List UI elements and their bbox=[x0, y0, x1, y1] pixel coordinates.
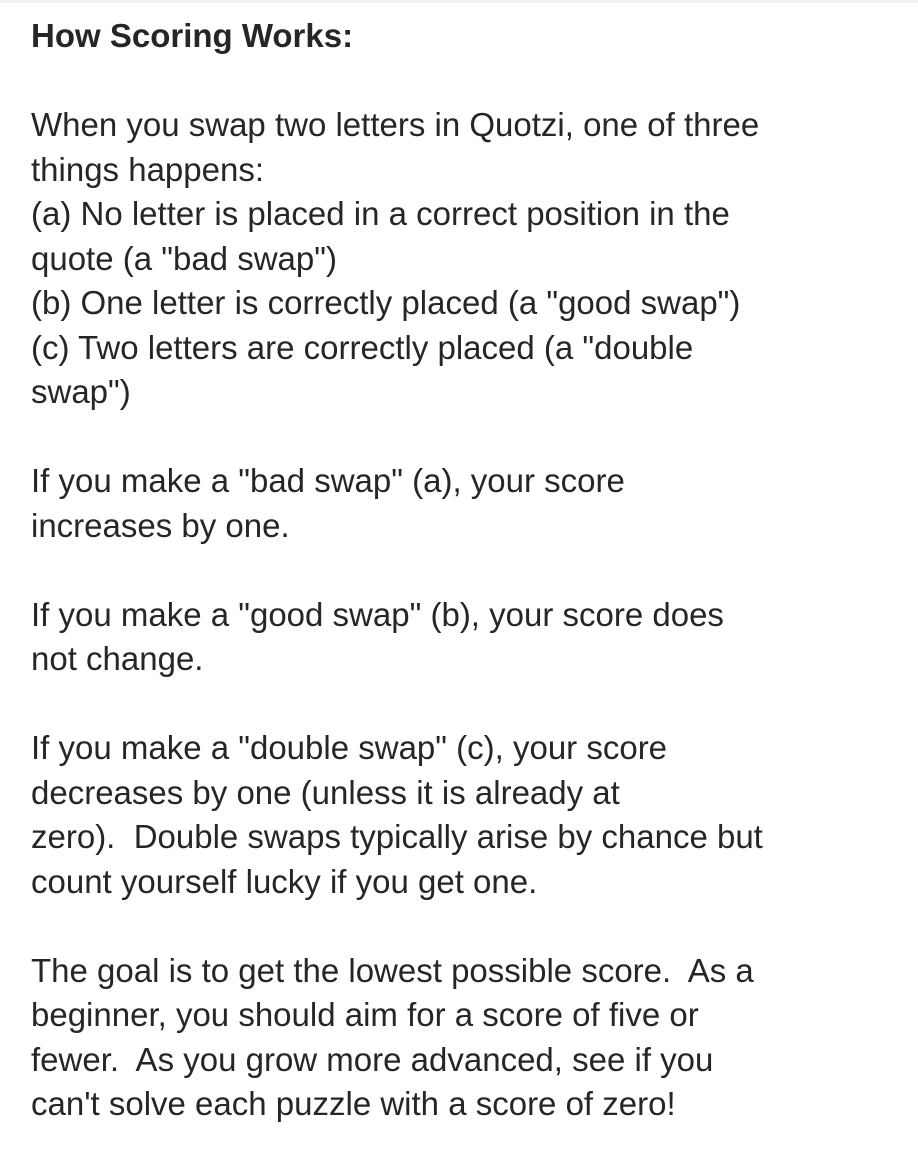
paragraph-goal bbox=[31, 949, 887, 1127]
text-line: If you make a "double swap" (c), your score bbox=[31, 729, 668, 766]
text-line: increases by one. bbox=[31, 506, 290, 544]
text-line: count yourself lucky if you get one. bbox=[31, 862, 538, 900]
text-line: If you make a "bad swap" (a), your score bbox=[31, 462, 625, 499]
page-title: How Scoring Works: bbox=[31, 17, 354, 54]
text-line: can't solve each puzzle with a score of zero! bbox=[31, 1085, 676, 1122]
text-line: (a) No letter is placed in a correct position in the bbox=[31, 195, 730, 232]
instructions-content bbox=[31, 14, 887, 1127]
text-line: quote (a "bad swap") bbox=[31, 239, 337, 277]
paragraph-double-swap bbox=[31, 726, 887, 904]
text-line: beginner, you should aim for a score of five or bbox=[31, 996, 699, 1033]
text-line: swap") bbox=[31, 373, 131, 410]
paragraph-good-swap bbox=[31, 593, 887, 682]
text-line: zero). Double swaps typically arise by chance but bbox=[31, 818, 763, 855]
paragraph-swap-outcomes bbox=[31, 103, 887, 415]
text-line: The goal is to get the lowest possible score. As a bbox=[31, 951, 754, 989]
paragraph-bad-swap bbox=[31, 459, 887, 548]
text-line: (b) One letter is correctly placed (a "good swap") bbox=[31, 284, 741, 321]
text-line: things happens: bbox=[31, 150, 265, 188]
text-line: When you swap two letters in Quotzi, one of three bbox=[31, 106, 760, 143]
top-divider bbox=[0, 0, 918, 3]
text-line: decreases by one (unless it is already at bbox=[31, 773, 620, 811]
text-line: If you make a "good swap" (b), your score does bbox=[31, 595, 724, 633]
text-line: fewer. As you grow more advanced, see if you bbox=[31, 1040, 714, 1078]
text-line: not change. bbox=[31, 640, 204, 677]
text-line: (c) Two letters are correctly placed (a "double bbox=[31, 328, 694, 366]
